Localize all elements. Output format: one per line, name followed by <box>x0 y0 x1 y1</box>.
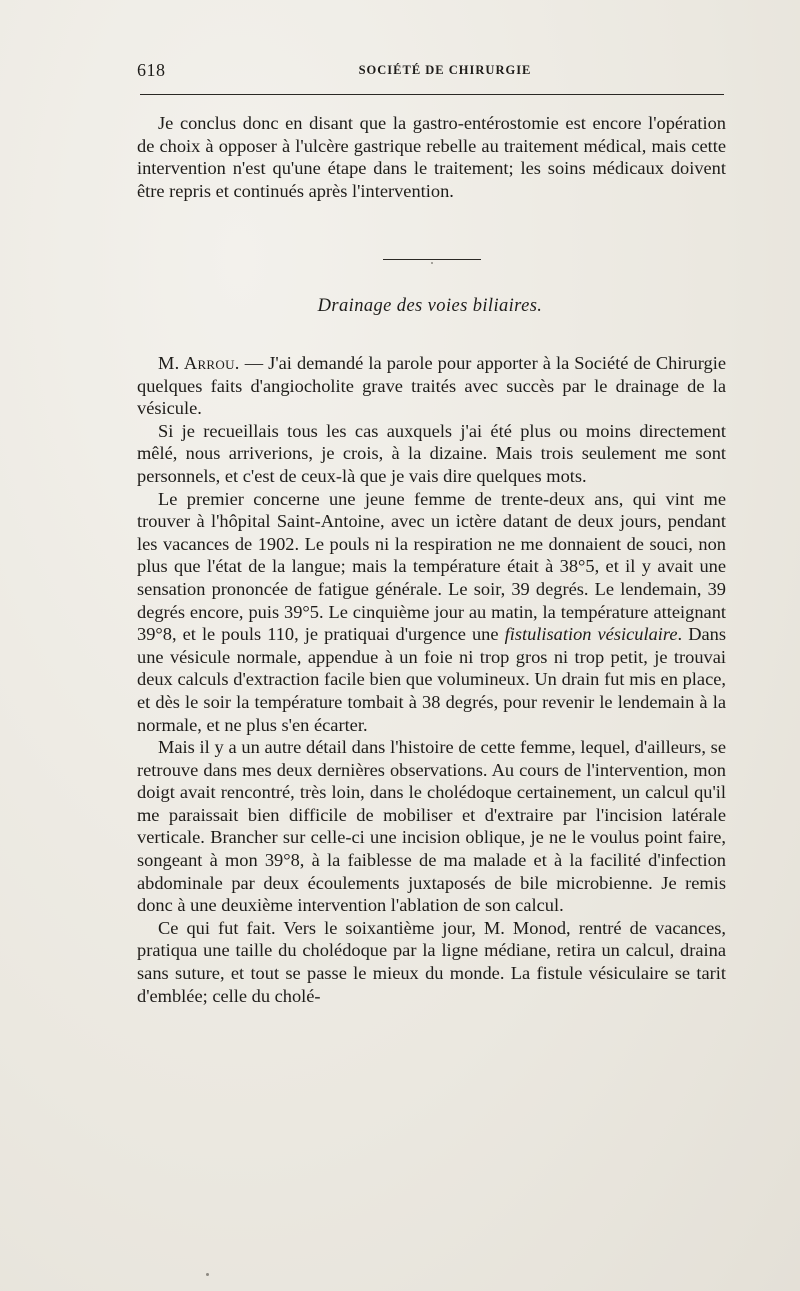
paragraph-3-text-after: . Dans une vésicule normale, appendue à un foie ni trop gros ni trop petit, je trouvai deux calculs d'extraction facile bien que volumineux. Un drain fut mis en place, et dès le soir la température tombait à 38 degrés, pour revenir le lendemain à la normale, et ne plus s'en écarter. <box>137 624 726 735</box>
running-title: SOCIÉTÉ DE CHIRURGIE <box>358 63 532 77</box>
article-body <box>137 352 726 1007</box>
speaker-name: M. Arrou. <box>158 353 240 373</box>
header-rule <box>140 94 724 95</box>
page-number: 618 <box>137 60 166 80</box>
paragraph-2: Si je recueillais tous les cas auxquels j'ai été plus ou moins directement mêlé, nous arriverions, je crois, à la dizaine. Mais trois seulement me sont personnels, et c'est de ceux-là que je vais dire quelques mots. <box>137 420 726 486</box>
section-separator <box>383 259 481 260</box>
paragraph-3 <box>137 488 726 737</box>
paragraph-4: Mais il y a un autre détail dans l'histoire de cette femme, lequel, d'ailleurs, se retrouve dans mes deux dernières observations. Au cours de l'intervention, mon doigt avait rencontré, très loin, dans le cholédoque certainement, un calcul qu'il me paraissait bien difficile de mobiliser et d'extraire par l'incision latérale verticale. Brancher sur celle-ci une incision oblique, je ne le voulus point faire, songeant à mon 39°8, à la faiblesse de ma malade et à la facilité d'infection abdominale par deux écoulements juxtaposés de bile microbienne. Je remis donc à une deuxième intervention l'ablation de son calcul. <box>137 737 726 916</box>
paragraph-3-emphasis: fistulisation vésiculaire <box>504 624 678 645</box>
paragraph-5: Ce qui fut fait. Vers le soixantième jour, M. Monod, rentré de vacances, pratiqua une taille du cholédoque par la ligne médiane, retira un calcul, draina sans suture, et tout se passe le mieux du monde. La fistule vésiculaire se tarit d'emblée; celle du cholé- <box>137 917 726 1006</box>
paper-speck <box>431 262 433 264</box>
opening-paragraph: Je conclus donc en disant que la gastro-entérostomie est encore l'opération de choix à opposer à l'ulcère gastrique rebelle au traitement médical, mais cette intervention n'est qu'une étape dans le traitement; les soins médicaux doivent être repris et continués après l'intervention. <box>137 113 726 201</box>
opening-text <box>137 112 726 202</box>
running-head <box>137 56 723 86</box>
paragraph-3-text-before: Le premier concerne une jeune femme de trente-deux ans, qui vint me trouver à l'hôpital Saint-Antoine, avec un ictère datant de deux jours, pendant les vacances de 1902. Le pouls ni la respiration ne me donnaient de souci, non plus que l'état de la langue; mais la température était à 38°5, et il y avait une sensation prononcée de fatigue générale. Le soir, 39 degrés. Le lendemain, 39 degrés encore, puis 39°5. Le cinquième jour au matin, la température atteignant 39°8, et le pouls 110, je pratiquai d'urgence une <box>137 488 726 645</box>
paper-speck <box>206 1273 209 1276</box>
paragraph-1-text: — J'ai demandé la parole pour apporter à la Société de Chirurgie quelques faits d'angiocholite grave traités avec succès par le drainage de la vésicule. <box>137 353 726 419</box>
paragraph-1 <box>137 352 726 420</box>
section-title: Drainage des voies biliaires. <box>317 296 543 316</box>
